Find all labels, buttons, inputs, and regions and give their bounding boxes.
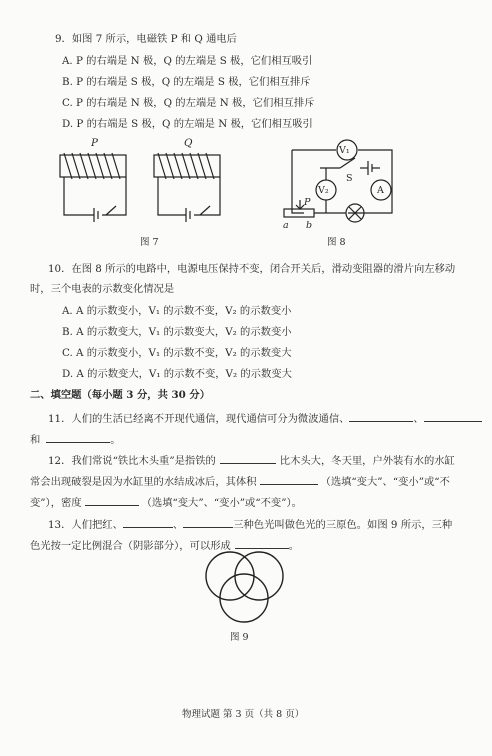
- q13-line2-b: 。: [288, 540, 300, 552]
- q12-line1-b: 比木头大，冬天里，户外装有水的水缸: [279, 455, 455, 467]
- circle-right: [235, 552, 283, 600]
- q11-line1: [48, 411, 482, 426]
- figure-9-caption: 图 9: [230, 632, 249, 643]
- q12-line3-a: 变”），密度: [30, 497, 82, 509]
- q13-line1-b: 、: [172, 519, 184, 531]
- q11-line2-prefix: 和: [30, 434, 41, 446]
- q12-blank-3[interactable]: [85, 495, 139, 506]
- q13-line2: [30, 538, 299, 553]
- q13-blank-1[interactable]: [123, 517, 173, 528]
- q13-blank-3[interactable]: [235, 538, 289, 549]
- figure-8-v2-label: V₂: [318, 185, 329, 196]
- q11-blank-1[interactable]: [349, 411, 413, 422]
- figure-7-label-q: Q: [184, 137, 193, 149]
- q12-line2-b: （选填“变大”、“变小”或“不: [320, 476, 450, 488]
- figure-8-a-label: a: [283, 220, 289, 231]
- q11-line1-text: 11．人们的生活已经离不开现代通信，现代通信可分为微波通信、: [48, 413, 350, 425]
- q12-line2-a: 常会出现破裂是因为水缸里的水结成冰后，其体积: [30, 476, 257, 488]
- q9-option-d: D. P 的右端是 S 极，Q 的左端是 N 极，它们相互吸引: [62, 118, 313, 130]
- q12-blank-2[interactable]: [260, 474, 318, 485]
- q11-line2: [30, 432, 121, 447]
- q13-line1-a: 13．人们把红、: [48, 519, 123, 531]
- figure-7-label-p: P: [91, 137, 98, 149]
- q10-option-a: A. A 的示数变小，V₁ 的示数不变，V₂ 的示数变小: [62, 305, 292, 317]
- q10-stem-line1: 10．在图 8 所示的电路中，电源电压保持不变，闭合开关后，滑动变阻器的滑片向左移动: [48, 263, 456, 275]
- q10-stem-line2: 时，三个电表的示数变化情况是: [30, 283, 175, 295]
- q10-option-c: C. A 的示数变小，V₁ 的示数不变，V₂ 的示数变大: [62, 347, 292, 359]
- q13-line1-c: 三种色光叫做色光的三原色。如图 9 所示，三种: [233, 519, 453, 531]
- q13-blank-2[interactable]: [183, 517, 233, 528]
- q11-sep: 、: [413, 413, 424, 425]
- circle-bottom: [220, 574, 268, 622]
- q12-line1-a: 12．我们常说“铁比木头重”是指铁的: [48, 455, 216, 467]
- figure-8-switch-label: S: [346, 173, 353, 184]
- figure-8-b-label: b: [306, 220, 313, 231]
- q10-option-d: D. A 的示数变大，V₁ 的示数不变，V₂ 的示数变大: [62, 368, 292, 380]
- q9-option-b: B. P 的右端是 S 极，Q 的左端是 S 极，它们相互排斥: [62, 76, 311, 88]
- q12-line3-b: （选填“变大”、“变小”或“不变”）。: [141, 497, 302, 509]
- q11-blank-3[interactable]: [46, 432, 110, 443]
- figure-8-v1-label: V₁: [339, 145, 350, 156]
- q10-option-b: B. A 的示数变大，V₁ 的示数变大，V₂ 的示数变小: [62, 326, 292, 338]
- q12-line1: [48, 453, 455, 468]
- figure-7-caption: 图 7: [140, 237, 159, 248]
- q12-line2: [30, 474, 450, 489]
- page-footer: 物理试题 第 3 页（共 8 页）: [182, 709, 305, 720]
- figure-8-caption: 图 8: [327, 237, 346, 248]
- q12-blank-1[interactable]: [220, 453, 276, 464]
- q13-line2-a: 色光按一定比例混合（阴影部分），可以形成: [30, 540, 231, 552]
- q13-line1: [48, 517, 452, 532]
- q11-line2-suffix: 。: [110, 434, 121, 446]
- q9-stem: 9．如图 7 所示，电磁铁 P 和 Q 通电后: [55, 33, 237, 45]
- q12-line3: [30, 495, 302, 510]
- figure-8-slider-label: P: [304, 197, 311, 208]
- figure-8-ammeter-label: A: [377, 185, 384, 196]
- section-2-title: 二、填空题（每小题 3 分，共 30 分）: [30, 389, 210, 401]
- q11-blank-2[interactable]: [424, 411, 482, 422]
- q9-option-a: A. P 的右端是 N 极，Q 的左端是 S 极，它们相互吸引: [62, 55, 313, 67]
- circle-left: [206, 552, 254, 600]
- q9-option-c: C. P 的右端是 N 极，Q 的左端是 N 极，它们相互排斥: [62, 97, 315, 109]
